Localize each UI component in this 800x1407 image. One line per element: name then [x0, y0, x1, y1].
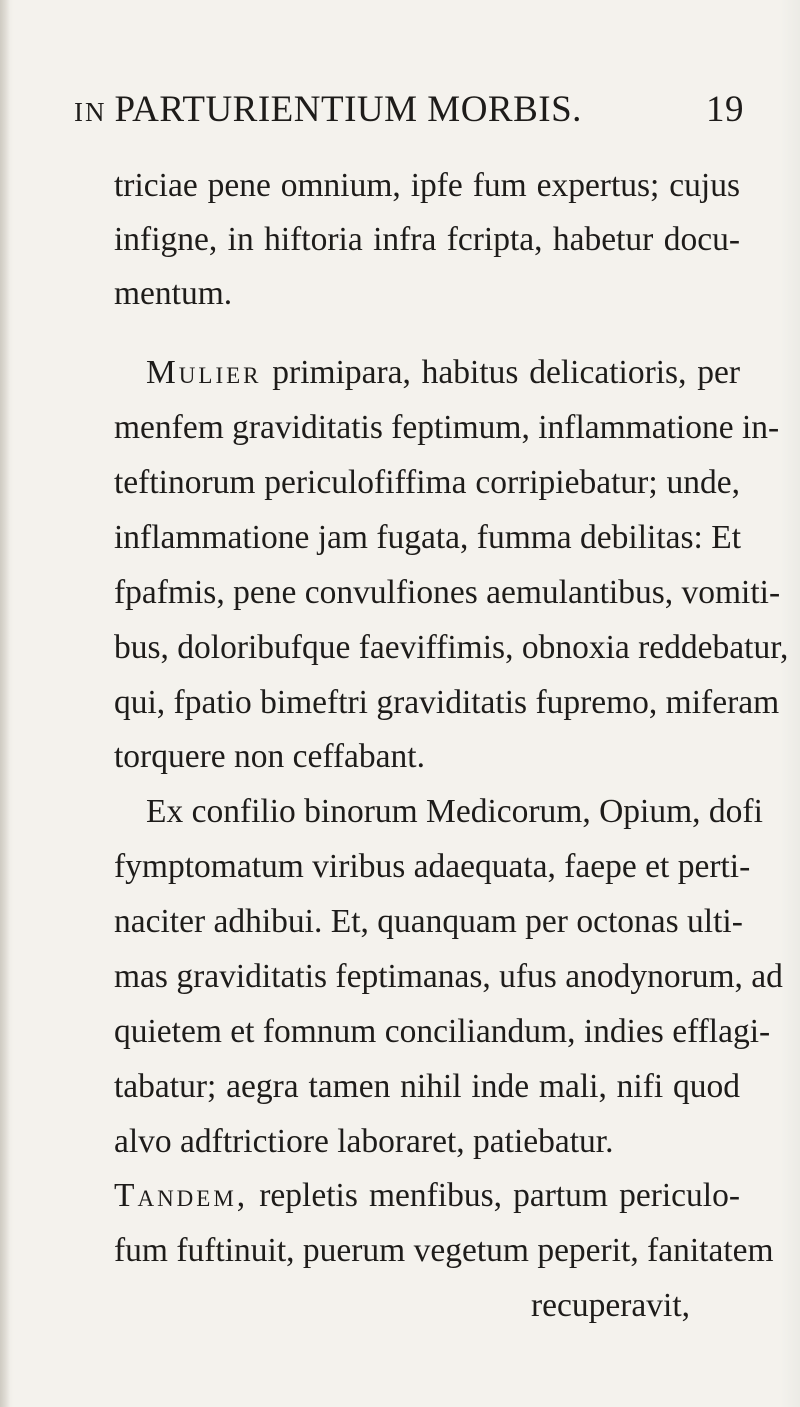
- text-line: fymptomatum viribus adaequata, faepe et perti-: [114, 848, 751, 885]
- text-line: mentum.: [114, 275, 233, 312]
- text-line: inflammatione jam fugata, fumma debilitas: Et: [114, 519, 742, 556]
- text-line: bus, doloribufque faeviffimis, obnoxia reddebatur,: [114, 629, 789, 666]
- paragraph-start-line: [146, 350, 740, 396]
- catchword: recuperavit,: [530, 1287, 690, 1324]
- paragraph-lead-word: Mulier: [146, 354, 262, 391]
- paragraph-lead-word: Tandem,: [114, 1177, 249, 1214]
- text-line: alvo adftrictiore laboraret, patiebatur.: [114, 1123, 614, 1160]
- text-line-rest: primipara, habitus delicatioris, per: [272, 354, 741, 391]
- header-title: PARTURIENTIUM MORBIS.: [114, 89, 582, 130]
- text-line: fum fuftinuit, puerum vegetum peperit, fanitatem: [114, 1232, 774, 1269]
- text-line: mas graviditatis feptimanas, ufus anodynorum, ad: [114, 958, 783, 995]
- text-line: teftinorum periculofiffima corripiebatur; unde,: [114, 464, 740, 501]
- header-prefix: IN: [74, 97, 107, 127]
- paragraph-start-line: [114, 1173, 740, 1219]
- text-line: infigne, in hiftoria infra fcripta, habetur docu-: [114, 221, 740, 258]
- page-number: 19: [706, 89, 744, 130]
- text-line: naciter adhibui. Et, quanquam per octonas ulti-: [114, 903, 743, 940]
- text-line: menfem graviditatis feptimum, inflammatione in-: [114, 409, 780, 446]
- text-line: tabatur; aegra tamen nihil inde mali, nifi quod: [114, 1068, 740, 1105]
- text-line: Ex confilio binorum Medicorum, Opium, dofi: [146, 793, 763, 830]
- text-line: triciae pene omnium, ipfe fum expertus; cujus: [114, 167, 740, 204]
- text-line: torquere non ceffabant.: [114, 738, 425, 775]
- text-line: fpafmis, pene convulfiones aemulantibus, vomiti-: [114, 574, 781, 611]
- page-gutter-shadow: [0, 0, 10, 1407]
- text-line-rest: repletis menfibus, partum periculo-: [259, 1177, 740, 1214]
- text-line: qui, fpatio bimeftri graviditatis fupremo, miferam: [114, 684, 780, 721]
- text-line: quietem et fomnum conciliandum, indies efflagi-: [114, 1013, 771, 1050]
- running-header: [74, 88, 744, 138]
